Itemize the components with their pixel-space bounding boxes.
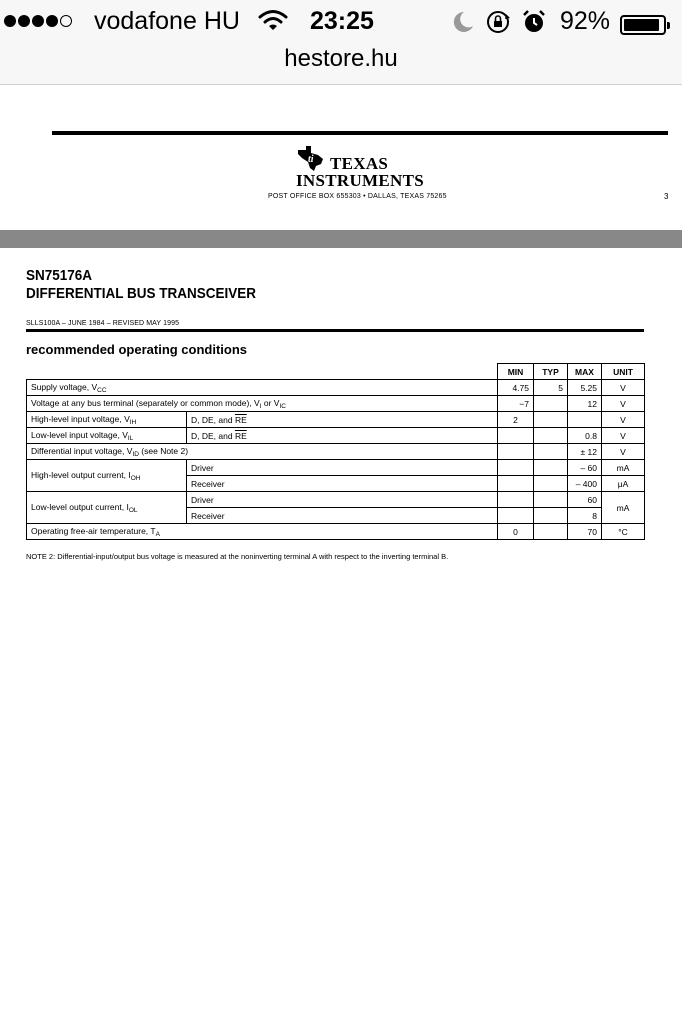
cell-min xyxy=(498,492,534,508)
address-bar-url[interactable]: hestore.hu xyxy=(284,45,398,72)
cell-max: ± 12 xyxy=(568,444,602,460)
part-number: SN75176A xyxy=(26,267,93,284)
cell-min: 4.75 xyxy=(498,380,534,396)
cell-min: 0 xyxy=(498,524,534,540)
cell-typ xyxy=(534,428,568,444)
cell-min xyxy=(498,460,534,476)
cell-unit: μA xyxy=(602,476,645,492)
table-row xyxy=(27,396,645,412)
row-label: High-level output current, $I_{OH}$ xyxy=(27,460,187,492)
wifi-icon xyxy=(258,8,288,39)
logo-text-instruments: INSTRUMENTS xyxy=(296,171,424,190)
row-condition: Driver xyxy=(187,492,498,508)
cell-typ xyxy=(534,444,568,460)
section-title: recommended operating conditions xyxy=(26,342,248,357)
header-typ: TYP xyxy=(534,364,568,380)
row-label: Operating free-air temperature, $T_A$ xyxy=(27,524,498,540)
cell-max: – 60 xyxy=(568,460,602,476)
table-header-row xyxy=(27,364,645,380)
cell-typ xyxy=(534,460,568,476)
row-condition: Driver xyxy=(187,460,498,476)
page-top-rule xyxy=(52,131,668,135)
cell-unit: V xyxy=(602,428,645,444)
cell-max: 60 xyxy=(568,492,602,508)
table-row xyxy=(27,524,645,540)
battery-percentage: 92% xyxy=(560,7,611,35)
table-row xyxy=(27,380,645,396)
row-condition: Receiver xyxy=(187,508,498,524)
header-unit: UNIT xyxy=(602,364,645,380)
table-row xyxy=(27,444,645,460)
document-reference: SLLS100A – JUNE 1984 – REVISED MAY 1995 xyxy=(26,320,180,327)
company-address: POST OFFICE BOX 655303 • DALLAS, TEXAS 75265 xyxy=(268,193,447,200)
cell-min: 2 xyxy=(498,412,534,428)
header-max: MAX xyxy=(568,364,602,380)
row-label: High-level input voltage, $V_{IH}$ xyxy=(27,412,187,428)
cell-unit: °C xyxy=(602,524,645,540)
cell-typ xyxy=(534,412,568,428)
cell-typ: 5 xyxy=(534,380,568,396)
row-condition: D, DE, and $\overline{RE}$ xyxy=(187,412,498,428)
battery-icon xyxy=(620,15,666,35)
device-title: DIFFERENTIAL BUS TRANSCEIVER xyxy=(26,285,257,302)
cell-max: – 400 xyxy=(568,476,602,492)
operating-conditions-table xyxy=(26,363,645,540)
cell-max: 8 xyxy=(568,508,602,524)
cell-max: 12 xyxy=(568,396,602,412)
row-label: Low-level input voltage, $V_{IL}$ xyxy=(27,428,187,444)
cell-max: 5.25 xyxy=(568,380,602,396)
cell-unit: mA xyxy=(602,492,645,524)
alarm-icon xyxy=(522,10,546,41)
document-title xyxy=(26,267,256,303)
row-label: Supply voltage, $V_{CC}$ xyxy=(27,380,498,396)
carrier-name: vodafone HU xyxy=(94,7,240,35)
row-condition: Receiver xyxy=(187,476,498,492)
header-min: MIN xyxy=(498,364,534,380)
moon-icon xyxy=(452,10,474,41)
cell-unit: V xyxy=(602,412,645,428)
table-row xyxy=(27,492,645,508)
rotation-lock-icon xyxy=(486,10,512,41)
cell-unit: mA xyxy=(602,460,645,476)
cell-min: −7 xyxy=(498,396,534,412)
cell-min xyxy=(498,444,534,460)
texas-instruments-logo xyxy=(296,144,436,192)
document-rule xyxy=(26,329,644,332)
cell-min xyxy=(498,476,534,492)
cell-max: 70 xyxy=(568,524,602,540)
cell-max: 0.8 xyxy=(568,428,602,444)
clock: 23:25 xyxy=(310,7,374,35)
cell-min xyxy=(498,508,534,524)
row-label: Low-level output current, $I_{OL}$ xyxy=(27,492,187,524)
cell-unit: V xyxy=(602,444,645,460)
logo-text-texas: TEXAS xyxy=(330,154,389,173)
page-number: 3 xyxy=(664,192,669,201)
cell-typ xyxy=(534,476,568,492)
table-note: NOTE 2: Differential-input/output bus voltage is measured at the noninverting terminal A with respect to the inverting terminal B. xyxy=(26,552,449,561)
cell-max xyxy=(568,412,602,428)
cell-min xyxy=(498,428,534,444)
row-condition: D, DE, and $\overline{RE}$ xyxy=(187,428,498,444)
cell-typ xyxy=(534,508,568,524)
page-separator xyxy=(0,230,682,248)
table-row xyxy=(27,412,645,428)
cell-unit: V xyxy=(602,380,645,396)
cell-typ xyxy=(534,492,568,508)
row-label: Differential input voltage, $V_{ID}$ (see Note 2) xyxy=(27,444,498,460)
table-row xyxy=(27,460,645,476)
table-row xyxy=(27,428,645,444)
cell-unit: V xyxy=(602,396,645,412)
svg-text:ti: ti xyxy=(308,154,314,165)
row-label: Voltage at any bus terminal (separately or common mode), $V_I$ or $V_{IC}$ xyxy=(27,396,498,412)
signal-strength-icon xyxy=(4,15,72,27)
cell-typ xyxy=(534,396,568,412)
cell-typ xyxy=(534,524,568,540)
status-bar xyxy=(0,0,682,85)
